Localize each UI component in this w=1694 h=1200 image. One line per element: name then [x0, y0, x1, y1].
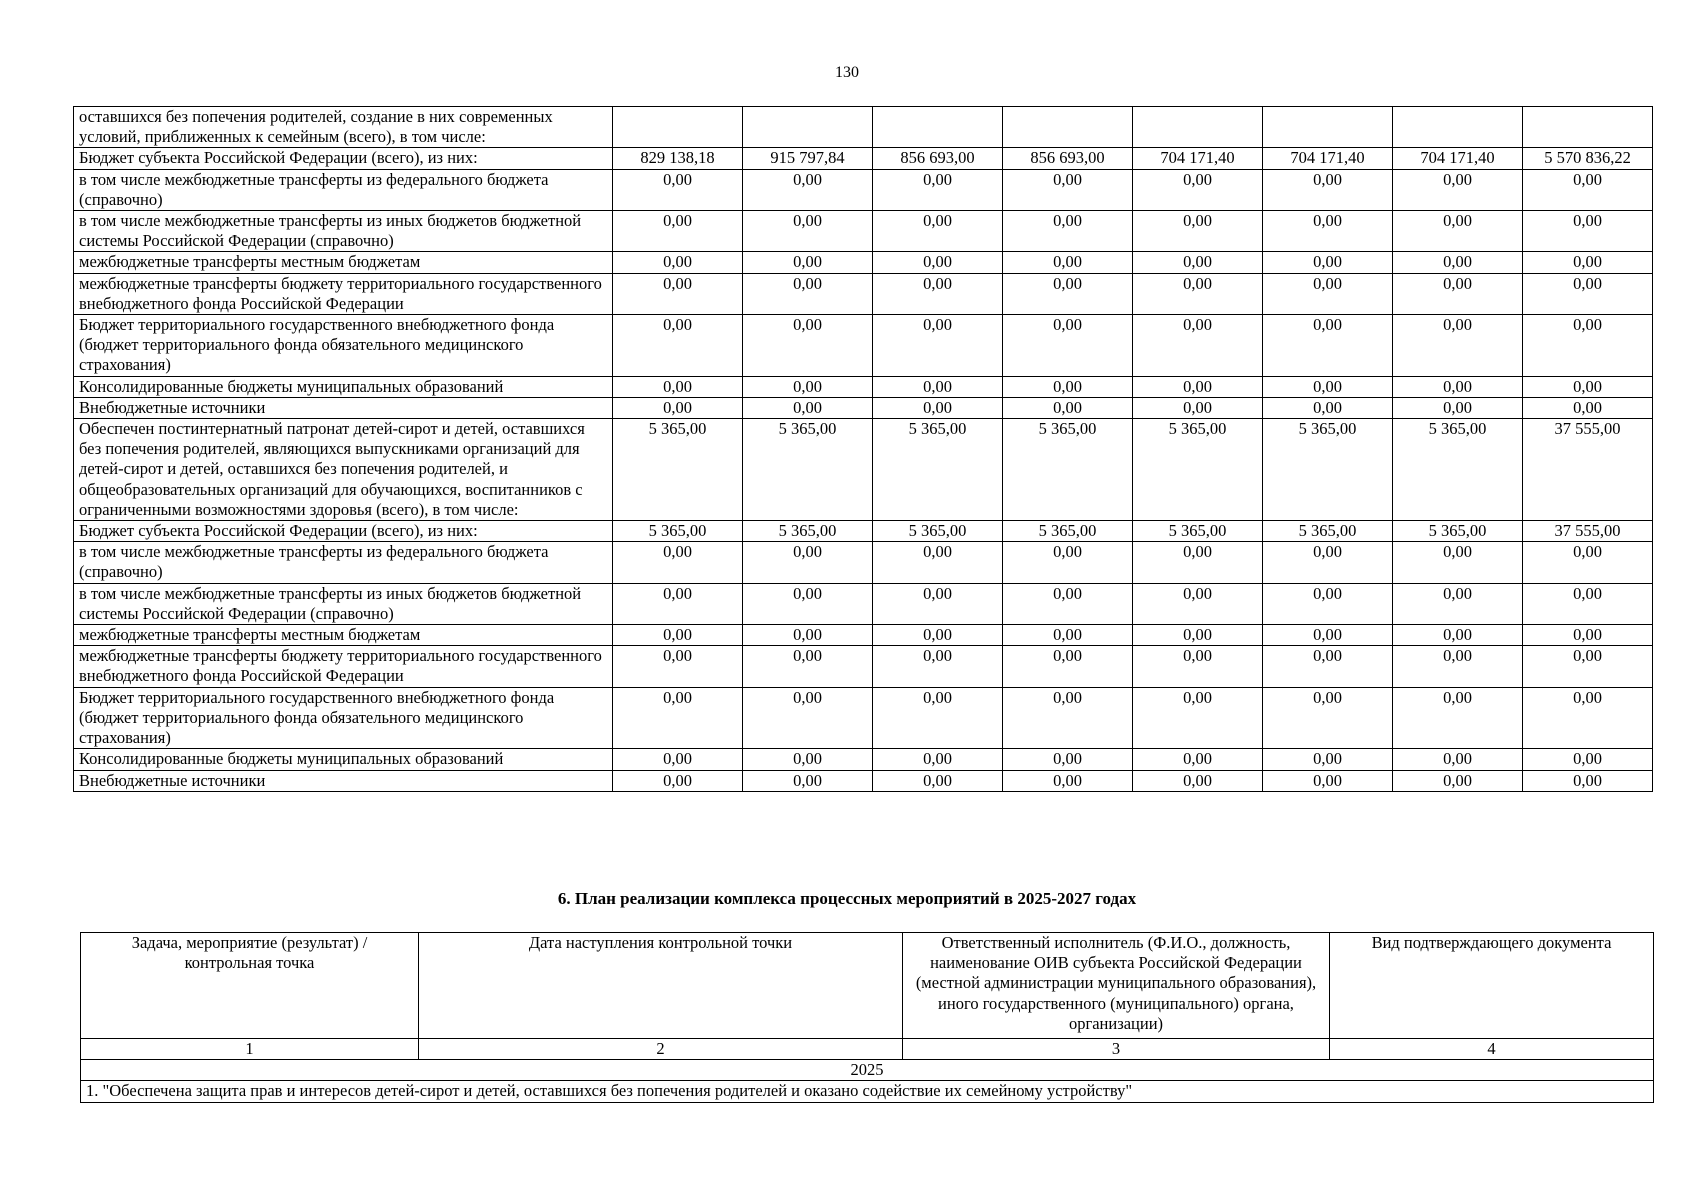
budget-value-cell: 0,00 — [613, 646, 743, 687]
budget-row-label: межбюджетные трансферты бюджету территориального государственного внебюджетного фонда Российской Федерации — [74, 273, 613, 314]
budget-value-cell: 0,00 — [1003, 646, 1133, 687]
budget-value-cell: 0,00 — [873, 211, 1003, 252]
budget-value-cell: 0,00 — [1263, 646, 1393, 687]
budget-value-cell: 0,00 — [1003, 376, 1133, 397]
budget-value-cell: 0,00 — [1393, 687, 1523, 749]
budget-value-cell: 0,00 — [1523, 770, 1653, 791]
budget-row — [74, 419, 1653, 521]
budget-value-cell: 0,00 — [1523, 583, 1653, 624]
plan-header-responsible: Ответственный исполнитель (Ф.И.О., должность, наименование ОИВ субъекта Российской Федерации (местной администрации муниципального образования), иного государственного (муниципального) органа, организации) — [903, 933, 1330, 1039]
budget-row-label: в том числе межбюджетные трансферты из иных бюджетов бюджетной системы Российской Федерации (справочно) — [74, 583, 613, 624]
budget-value-cell: 0,00 — [1133, 376, 1263, 397]
budget-value-cell: 0,00 — [1523, 646, 1653, 687]
budget-value-cell: 0,00 — [1003, 169, 1133, 210]
budget-value-cell: 0,00 — [873, 583, 1003, 624]
budget-value-cell: 0,00 — [1393, 625, 1523, 646]
budget-value-cell: 0,00 — [873, 169, 1003, 210]
budget-value-cell: 0,00 — [743, 583, 873, 624]
budget-row-label: Бюджет субъекта Российской Федерации (всего), из них: — [74, 148, 613, 169]
budget-value-cell: 0,00 — [743, 376, 873, 397]
budget-value-cell: 0,00 — [1263, 542, 1393, 583]
budget-table — [73, 106, 1653, 792]
budget-value-cell: 704 171,40 — [1393, 148, 1523, 169]
budget-value-cell: 0,00 — [873, 749, 1003, 770]
budget-row-label: Внебюджетные источники — [74, 770, 613, 791]
budget-value-cell: 0,00 — [1393, 273, 1523, 314]
budget-value-cell: 0,00 — [1263, 315, 1393, 377]
plan-year-row — [81, 1060, 1654, 1081]
budget-value-cell: 0,00 — [1133, 583, 1263, 624]
budget-value-cell: 5 365,00 — [1393, 419, 1523, 521]
budget-value-cell: 5 365,00 — [1263, 521, 1393, 542]
budget-value-cell: 0,00 — [1263, 252, 1393, 273]
budget-row — [74, 211, 1653, 252]
budget-value-cell: 0,00 — [743, 169, 873, 210]
budget-value-cell: 5 365,00 — [1263, 419, 1393, 521]
budget-row — [74, 315, 1653, 377]
plan-column-number: 4 — [1330, 1039, 1654, 1060]
budget-row-label: межбюджетные трансферты местным бюджетам — [74, 625, 613, 646]
budget-row-label: Бюджет территориального государственного внебюджетного фонда (бюджет территориального фонда обязательного медицинского страхования) — [74, 315, 613, 377]
budget-value-cell: 5 365,00 — [1393, 521, 1523, 542]
budget-row-label: Обеспечен постинтернатный патронат детей-сирот и детей, оставшихся без попечения родителей, являющихся выпускниками организаций для детей-сирот и детей, оставшихся без попечения родителей, и общеобразовательных организаций для обучающихся, воспитанников с ограниченными возможностями здоровья (всего), в том числе: — [74, 419, 613, 521]
plan-header-task: Задача, мероприятие (результат) / контрольная точка — [81, 933, 419, 1039]
budget-value-cell: 0,00 — [613, 315, 743, 377]
budget-value-cell: 704 171,40 — [1263, 148, 1393, 169]
budget-value-cell: 0,00 — [873, 646, 1003, 687]
budget-value-cell: 0,00 — [1003, 315, 1133, 377]
budget-value-cell: 0,00 — [1263, 169, 1393, 210]
budget-value-cell: 0,00 — [1003, 583, 1133, 624]
plan-task: 1. "Обеспечена защита прав и интересов детей-сирот и детей, оставшихся без попечения родителей и оказано содействие их семейному устройству" — [81, 1081, 1654, 1102]
budget-value-cell: 0,00 — [1133, 397, 1263, 418]
budget-value-cell: 0,00 — [613, 273, 743, 314]
budget-value-cell: 0,00 — [1523, 542, 1653, 583]
budget-value-cell: 0,00 — [1523, 625, 1653, 646]
budget-value-cell: 0,00 — [873, 625, 1003, 646]
budget-value-cell: 0,00 — [743, 625, 873, 646]
budget-value-cell: 0,00 — [613, 542, 743, 583]
budget-row-label: Консолидированные бюджеты муниципальных образований — [74, 749, 613, 770]
budget-value-cell — [1003, 107, 1133, 148]
budget-value-cell: 0,00 — [1523, 252, 1653, 273]
budget-value-cell: 37 555,00 — [1523, 419, 1653, 521]
budget-value-cell: 0,00 — [873, 252, 1003, 273]
budget-value-cell: 704 171,40 — [1133, 148, 1263, 169]
budget-value-cell: 0,00 — [613, 397, 743, 418]
budget-value-cell: 0,00 — [873, 376, 1003, 397]
budget-value-cell: 0,00 — [1263, 687, 1393, 749]
budget-value-cell: 5 365,00 — [743, 521, 873, 542]
budget-value-cell: 0,00 — [613, 211, 743, 252]
budget-value-cell: 0,00 — [1003, 625, 1133, 646]
budget-row — [74, 749, 1653, 770]
budget-value-cell: 0,00 — [1523, 211, 1653, 252]
budget-value-cell: 0,00 — [743, 770, 873, 791]
budget-value-cell — [743, 107, 873, 148]
plan-column-number: 1 — [81, 1039, 419, 1060]
budget-value-cell: 0,00 — [743, 646, 873, 687]
budget-value-cell: 5 570 836,22 — [1523, 148, 1653, 169]
budget-value-cell: 0,00 — [613, 770, 743, 791]
budget-value-cell: 0,00 — [1393, 252, 1523, 273]
budget-value-cell: 5 365,00 — [1133, 419, 1263, 521]
budget-value-cell: 0,00 — [1133, 625, 1263, 646]
budget-value-cell: 0,00 — [1263, 273, 1393, 314]
plan-year: 2025 — [81, 1060, 1654, 1081]
budget-value-cell: 0,00 — [1133, 687, 1263, 749]
budget-value-cell: 0,00 — [1393, 583, 1523, 624]
budget-row — [74, 273, 1653, 314]
budget-value-cell: 0,00 — [1133, 749, 1263, 770]
plan-task-row — [81, 1081, 1654, 1102]
budget-row — [74, 397, 1653, 418]
budget-value-cell: 0,00 — [1133, 211, 1263, 252]
budget-value-cell: 0,00 — [1263, 397, 1393, 418]
budget-row-label: Внебюджетные источники — [74, 397, 613, 418]
budget-value-cell: 0,00 — [1003, 749, 1133, 770]
budget-row — [74, 521, 1653, 542]
budget-row — [74, 646, 1653, 687]
budget-value-cell: 0,00 — [1393, 646, 1523, 687]
plan-header-document: Вид подтверждающего документа — [1330, 933, 1654, 1039]
budget-value-cell: 856 693,00 — [1003, 148, 1133, 169]
budget-value-cell: 0,00 — [1263, 749, 1393, 770]
budget-value-cell: 0,00 — [743, 397, 873, 418]
section-title: 6. План реализации комплекса процессных мероприятий в 2025-2027 годах — [557, 889, 1137, 908]
budget-value-cell: 5 365,00 — [613, 521, 743, 542]
budget-value-cell: 5 365,00 — [1003, 419, 1133, 521]
budget-row — [74, 169, 1653, 210]
budget-row — [74, 542, 1653, 583]
budget-row-label: оставшихся без попечения родителей, создание в них современных условий, приближенных к семейным (всего), в том числе: — [74, 107, 613, 148]
budget-value-cell: 0,00 — [1133, 169, 1263, 210]
budget-value-cell: 0,00 — [743, 315, 873, 377]
budget-value-cell: 0,00 — [1133, 315, 1263, 377]
page-number: 130 — [835, 64, 859, 81]
budget-value-cell: 915 797,84 — [743, 148, 873, 169]
budget-value-cell: 5 365,00 — [743, 419, 873, 521]
budget-value-cell: 0,00 — [613, 169, 743, 210]
budget-value-cell: 0,00 — [1393, 376, 1523, 397]
plan-number-row — [81, 1039, 1654, 1060]
plan-column-number: 3 — [903, 1039, 1330, 1060]
plan-header-row — [81, 933, 1654, 1039]
budget-value-cell — [1133, 107, 1263, 148]
budget-row-label: в том числе межбюджетные трансферты из федерального бюджета (справочно) — [74, 542, 613, 583]
budget-value-cell: 0,00 — [1523, 169, 1653, 210]
budget-value-cell: 0,00 — [1133, 273, 1263, 314]
budget-row-label: Бюджет территориального государственного внебюджетного фонда (бюджет территориального фонда обязательного медицинского страхования) — [74, 687, 613, 749]
budget-value-cell: 0,00 — [1523, 376, 1653, 397]
budget-value-cell: 0,00 — [1393, 169, 1523, 210]
budget-value-cell: 0,00 — [613, 583, 743, 624]
budget-value-cell: 0,00 — [613, 376, 743, 397]
budget-value-cell: 0,00 — [1003, 211, 1133, 252]
plan-header-date: Дата наступления контрольной точки — [419, 933, 903, 1039]
budget-row — [74, 148, 1653, 169]
budget-value-cell: 0,00 — [873, 273, 1003, 314]
budget-value-cell: 0,00 — [613, 625, 743, 646]
budget-value-cell: 0,00 — [1003, 687, 1133, 749]
budget-value-cell: 0,00 — [1523, 315, 1653, 377]
budget-value-cell: 0,00 — [743, 749, 873, 770]
budget-value-cell: 0,00 — [1003, 273, 1133, 314]
budget-value-cell: 0,00 — [743, 687, 873, 749]
budget-table-body — [74, 107, 1653, 792]
budget-value-cell: 0,00 — [1393, 397, 1523, 418]
budget-value-cell: 856 693,00 — [873, 148, 1003, 169]
budget-value-cell: 37 555,00 — [1523, 521, 1653, 542]
budget-value-cell: 0,00 — [873, 687, 1003, 749]
budget-row-label: в том числе межбюджетные трансферты из иных бюджетов бюджетной системы Российской Федерации (справочно) — [74, 211, 613, 252]
budget-value-cell — [873, 107, 1003, 148]
budget-row-label: межбюджетные трансферты местным бюджетам — [74, 252, 613, 273]
budget-value-cell: 0,00 — [1263, 583, 1393, 624]
budget-value-cell: 0,00 — [1393, 749, 1523, 770]
budget-value-cell: 0,00 — [1523, 397, 1653, 418]
budget-value-cell: 0,00 — [1133, 646, 1263, 687]
budget-value-cell: 0,00 — [613, 252, 743, 273]
budget-row — [74, 583, 1653, 624]
budget-value-cell: 0,00 — [1263, 211, 1393, 252]
budget-value-cell: 0,00 — [1003, 542, 1133, 583]
budget-value-cell — [1393, 107, 1523, 148]
budget-value-cell — [1263, 107, 1393, 148]
plan-table — [80, 932, 1654, 1103]
budget-value-cell — [1523, 107, 1653, 148]
budget-row-label: межбюджетные трансферты бюджету территориального государственного внебюджетного фонда Российской Федерации — [74, 646, 613, 687]
budget-value-cell: 0,00 — [743, 273, 873, 314]
budget-value-cell: 0,00 — [1393, 542, 1523, 583]
budget-row — [74, 107, 1653, 148]
budget-value-cell: 5 365,00 — [1003, 521, 1133, 542]
plan-column-number: 2 — [419, 1039, 903, 1060]
budget-value-cell: 0,00 — [1003, 770, 1133, 791]
budget-row — [74, 625, 1653, 646]
budget-value-cell: 0,00 — [1393, 315, 1523, 377]
budget-value-cell: 0,00 — [1523, 273, 1653, 314]
budget-value-cell: 0,00 — [1263, 376, 1393, 397]
budget-row — [74, 687, 1653, 749]
budget-row — [74, 770, 1653, 791]
budget-row — [74, 376, 1653, 397]
budget-value-cell: 5 365,00 — [613, 419, 743, 521]
budget-value-cell: 0,00 — [873, 315, 1003, 377]
budget-value-cell: 0,00 — [873, 397, 1003, 418]
budget-value-cell — [613, 107, 743, 148]
budget-value-cell: 0,00 — [743, 211, 873, 252]
budget-value-cell: 5 365,00 — [873, 521, 1003, 542]
budget-value-cell: 0,00 — [1263, 625, 1393, 646]
budget-value-cell: 5 365,00 — [1133, 521, 1263, 542]
budget-value-cell: 0,00 — [1263, 770, 1393, 791]
budget-value-cell: 0,00 — [1003, 397, 1133, 418]
budget-value-cell: 829 138,18 — [613, 148, 743, 169]
budget-value-cell: 0,00 — [1133, 542, 1263, 583]
budget-value-cell: 0,00 — [1393, 211, 1523, 252]
budget-value-cell: 0,00 — [1003, 252, 1133, 273]
budget-value-cell: 0,00 — [1523, 749, 1653, 770]
budget-value-cell: 0,00 — [1393, 770, 1523, 791]
budget-row-label: Консолидированные бюджеты муниципальных образований — [74, 376, 613, 397]
budget-row-label: Бюджет субъекта Российской Федерации (всего), из них: — [74, 521, 613, 542]
budget-value-cell: 0,00 — [613, 687, 743, 749]
budget-value-cell: 0,00 — [1133, 252, 1263, 273]
budget-value-cell: 0,00 — [743, 252, 873, 273]
budget-value-cell: 0,00 — [1523, 687, 1653, 749]
budget-value-cell: 0,00 — [743, 542, 873, 583]
budget-value-cell: 0,00 — [873, 770, 1003, 791]
budget-row-label: в том числе межбюджетные трансферты из федерального бюджета (справочно) — [74, 169, 613, 210]
budget-value-cell: 0,00 — [873, 542, 1003, 583]
budget-value-cell: 5 365,00 — [873, 419, 1003, 521]
budget-value-cell: 0,00 — [1133, 770, 1263, 791]
budget-value-cell: 0,00 — [613, 749, 743, 770]
budget-row — [74, 252, 1653, 273]
